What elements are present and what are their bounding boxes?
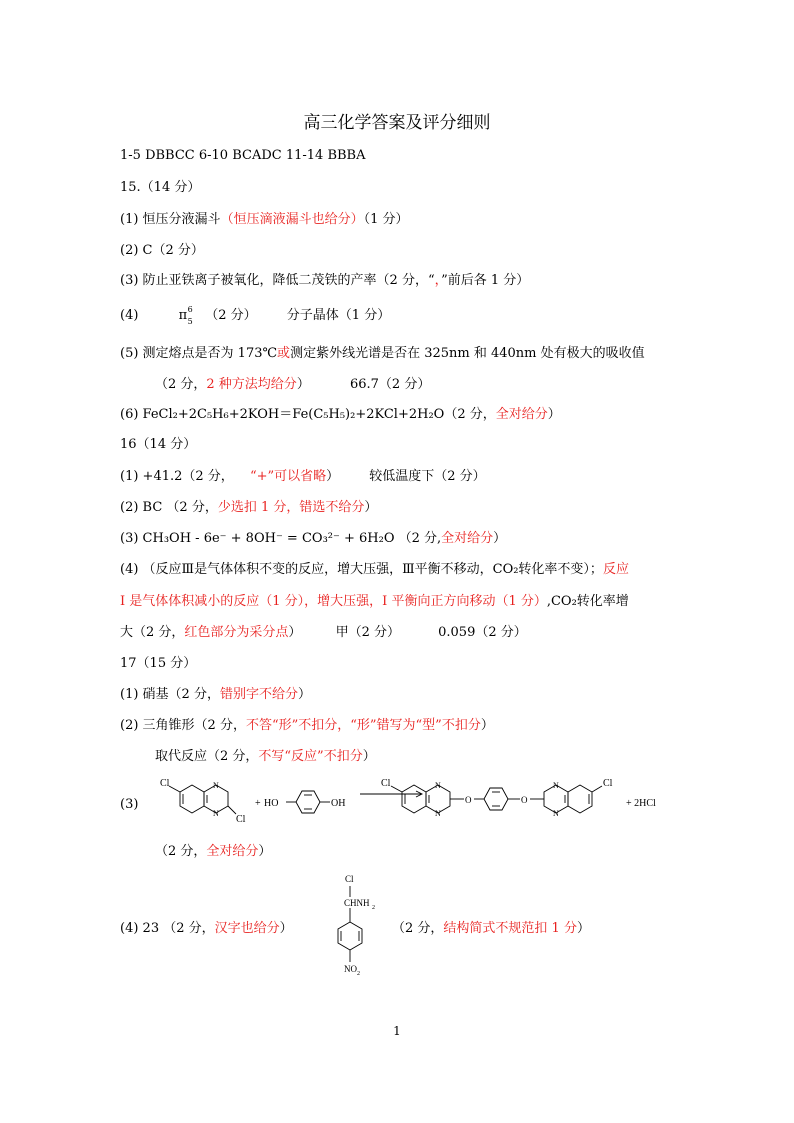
q15-part5-method1: (5) 测定熔点是否为 173℃	[120, 346, 278, 361]
q16-part4-line1	[120, 562, 629, 578]
q17-part2	[120, 718, 494, 734]
q15-part4-crystal: 分子晶体（1 分）	[286, 308, 391, 323]
q16-part1-close: ）	[326, 469, 340, 484]
q15-part5-yield: 66.7（2 分）	[349, 377, 431, 392]
q16-part3-close: ）	[493, 531, 507, 546]
q16-part4-line3	[120, 625, 527, 641]
isomer-structure	[330, 870, 390, 982]
q16-part1	[120, 469, 486, 485]
q17-part4-answer: (4) 23 （2 分，	[120, 921, 215, 936]
q16-part4-conversion: ,CO₂转化率增	[546, 594, 629, 609]
q15-part6-equation: (6) FeCl₂+2C₅H₆+2KOH＝Fe(C₅H₅)₂+2KCl+2H₂O（2 分，	[120, 407, 496, 422]
q17-part3-score	[155, 844, 271, 860]
q16-part2-close: ）	[364, 500, 378, 515]
q17-part1-close: ）	[297, 687, 311, 702]
multiple-choice-answers: 1-5 DBBCC 6-10 BCADC 11-14 BBBA	[120, 148, 366, 163]
q15-part5-score: （2 分，	[155, 377, 207, 392]
product-n-3: N	[553, 781, 559, 790]
q16-part4-note: 红色部分为采分点	[184, 625, 289, 640]
q15-part3-comma: ，	[434, 273, 442, 288]
q16-heading: 16（14 分）	[120, 437, 197, 452]
q15-heading: 15.（14 分）	[120, 180, 201, 195]
q15-part1	[120, 212, 408, 228]
reaction-scheme	[140, 776, 680, 836]
q17-part4-structure-close: ）	[576, 921, 590, 936]
q16-part4-answer-value: 0.059（2 分）	[438, 625, 527, 640]
q15-part3-score: ”前后各 1 分）	[441, 273, 530, 288]
q17-part4-structure-note: 结构简式不规范扣 1 分	[443, 921, 577, 936]
q17-heading: 17（15 分）	[120, 656, 197, 671]
q17-reaction-type: 取代反应（2 分，	[155, 749, 259, 764]
isomer-nh-subscript: 2	[372, 905, 375, 911]
pi-superscript: 6	[187, 305, 193, 314]
q17-part3-label: (3)	[120, 797, 139, 812]
q16-part3-equation: (3) CH₃OH - 6e⁻ + 8OH⁻ = CO₃²⁻ + 6H₂O （2 分,	[120, 531, 442, 546]
q15-part5-close: ）	[296, 377, 310, 392]
q15-part3-answer: (3) 防止亚铁离子被氧化，降低二茂铁的产率（2 分，“	[120, 273, 435, 288]
q15-part4-score: （2 分）	[205, 308, 257, 323]
q15-part1-note: （恒压滴液漏斗也给分）	[220, 212, 364, 227]
q15-part1-answer: (1) 恒压分液漏斗	[120, 212, 221, 227]
q15-part2: (2) C（2 分）	[120, 243, 204, 258]
q15-part6	[120, 407, 561, 423]
isomer-no: NO	[344, 964, 357, 974]
q17-reaction-type-close: ）	[362, 749, 376, 764]
q17-part1-answer: (1) 硝基（2 分，	[120, 687, 220, 702]
hydroquinone-ho: HO	[264, 798, 279, 809]
reactant-cl-2: Cl	[236, 814, 246, 825]
isomer-chnh: CHNH	[344, 898, 370, 908]
q17-reaction-type-note: 不写“反应”不扣分	[258, 749, 363, 764]
q17-part1-note: 错别字不给分	[219, 687, 298, 702]
q17-part4	[120, 921, 293, 937]
q17-part3-note: 全对给分	[206, 844, 259, 859]
q16-part4-close: ）	[288, 625, 302, 640]
product-n-2: N	[435, 809, 441, 818]
q16-part4-reaction1: Ⅰ 是气体体积减小的反应（1 分），增大压强，Ⅰ 平衡向正方向移动（1 分）	[120, 594, 547, 609]
q17-part3-score-text: （2 分，	[155, 844, 207, 859]
q17-part2-close: ）	[480, 718, 494, 733]
q15-part1-score: （1 分）	[363, 212, 409, 227]
q16-part4-line2	[120, 594, 629, 610]
q16-part4-reaction3: (4) （反应Ⅲ是气体体积不变的反应，增大压强，Ⅲ平衡不移动，CO₂转化率不变）；	[120, 562, 603, 577]
product-n-4: N	[553, 809, 559, 818]
q15-part6-close: ）	[547, 407, 561, 422]
q16-part3	[120, 531, 506, 547]
q15-part5-score-line	[155, 377, 430, 393]
q17-part3-close: ）	[258, 844, 272, 859]
q16-part4-answer-a: 甲（2 分）	[335, 625, 400, 640]
hydroquinone-oh: OH	[331, 798, 346, 809]
product-n-1: N	[435, 781, 441, 790]
product-cl-right: Cl	[603, 778, 613, 789]
q16-part1-condition: 较低温度下（2 分）	[369, 469, 486, 484]
pi-letter: π	[178, 308, 188, 323]
q16-part4-reaction-label: 反应	[602, 562, 629, 577]
q16-part1-note: “+”可以省略	[249, 469, 327, 484]
q16-part1-answer: (1) +41.2（2 分，	[120, 469, 234, 484]
q15-part5-method2: 测定紫外线光谱是否在 325nm 和 440nm 处有极大的吸收值	[290, 346, 645, 361]
q16-part2	[120, 500, 377, 516]
ether-oxygen-1: O	[465, 795, 472, 805]
q17-part4-close: ）	[279, 921, 293, 936]
q16-part2-answer: (2) BC （2 分，	[120, 500, 218, 515]
page-title: 高三化学答案及评分细则	[303, 113, 491, 133]
pi-bond-symbol	[178, 305, 193, 326]
reactant-n-1: N	[213, 781, 219, 790]
q16-part3-note: 全对给分	[441, 531, 494, 546]
q17-part1	[120, 687, 311, 703]
ether-oxygen-2: O	[521, 795, 528, 805]
isomer-no-subscript: 2	[357, 971, 360, 977]
q15-part6-note: 全对给分	[495, 407, 548, 422]
q17-part2-note: 不答“形”不扣分，“形”错写为“型”不扣分	[245, 718, 481, 733]
q15-part4	[120, 305, 391, 326]
product-cl-left: Cl	[381, 778, 391, 789]
q15-part5-or: 或	[277, 346, 291, 361]
byproduct-hcl: + 2HCl	[626, 798, 656, 809]
q17-part4-note: 汉字也给分	[214, 921, 280, 936]
q16-part2-note: 少选扣 1 分，错选不给分	[217, 500, 365, 515]
q15-part5	[120, 346, 645, 362]
pi-subscript: 5	[187, 317, 193, 326]
q15-part4-label: (4)	[120, 308, 139, 323]
plus-sign: +	[255, 798, 261, 809]
q15-part3	[120, 273, 529, 289]
q15-part5-note: 2 种方法均给分	[206, 377, 297, 392]
q17-part4-structure-score-text: （2 分，	[392, 921, 444, 936]
q17-part2-reaction-type	[155, 749, 376, 765]
isomer-cl: Cl	[345, 874, 354, 884]
q17-part4-structure-score	[392, 921, 590, 937]
page-number: 1	[393, 1024, 401, 1038]
q17-part2-answer: (2) 三角锥形（2 分，	[120, 718, 246, 733]
reactant-n-2: N	[213, 809, 219, 818]
q16-part4-score: 大（2 分，	[120, 625, 185, 640]
reactant-cl-1: Cl	[160, 778, 170, 789]
